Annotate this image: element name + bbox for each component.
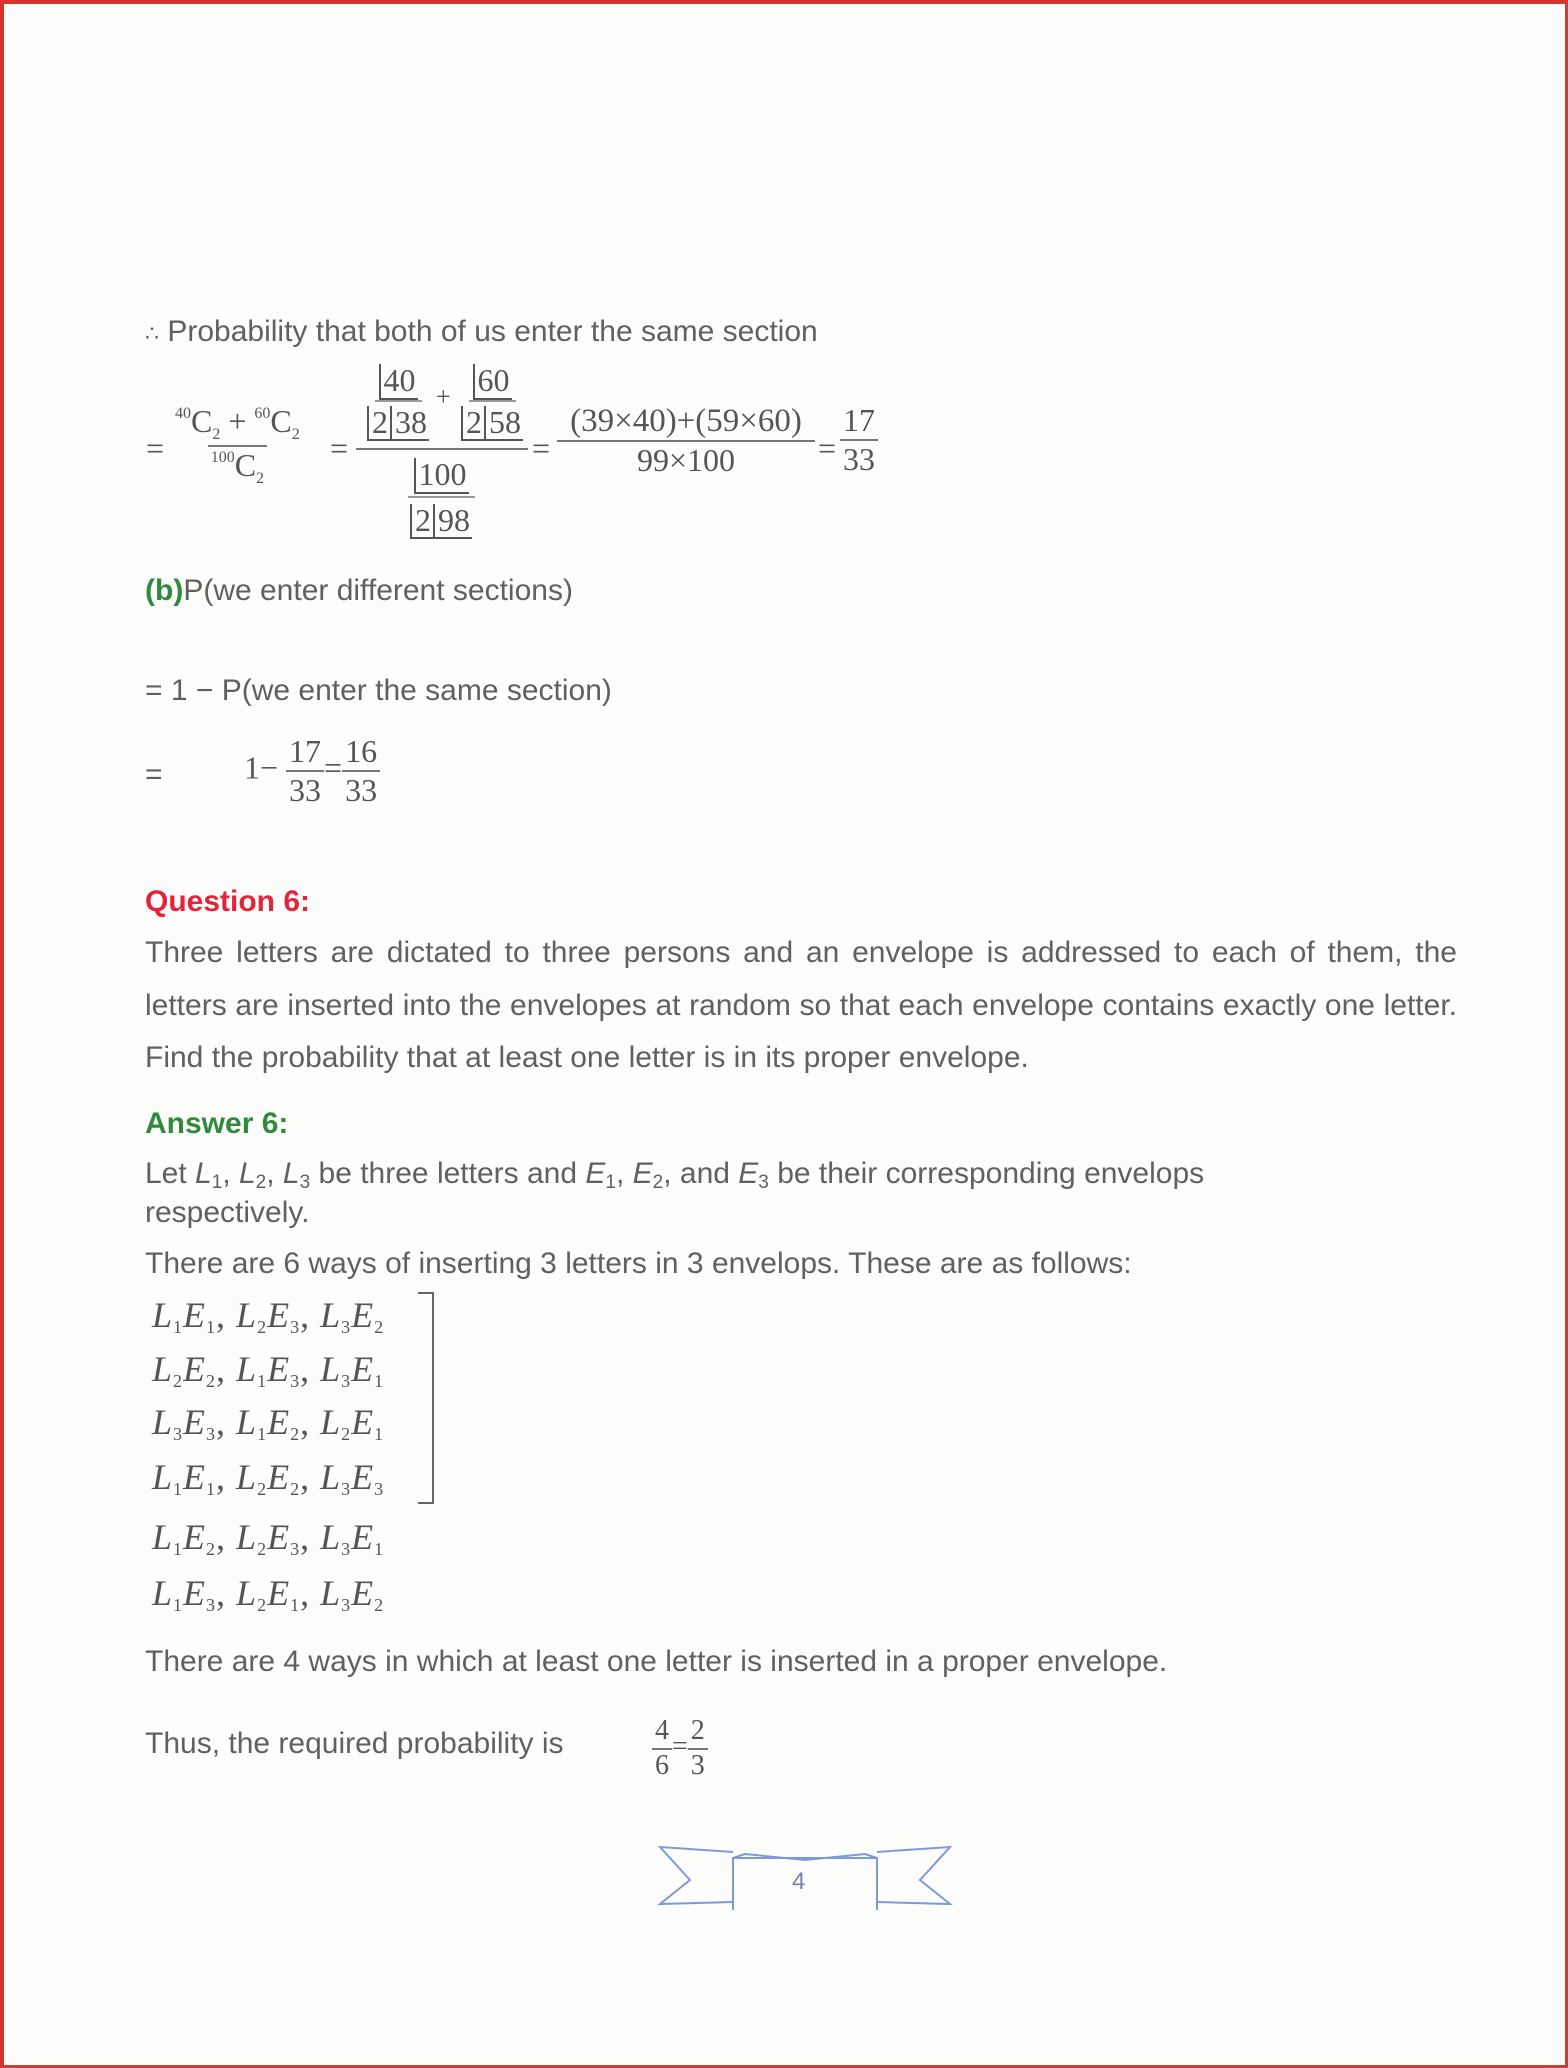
- part-b-line3-eq: =: [145, 758, 163, 791]
- arrangement-row: $L_3E_3$, $L_1E_2$, $L_2E_1$: [152, 1402, 385, 1444]
- formula-eq-1: =: [146, 430, 165, 466]
- page-number: 4: [792, 1868, 806, 1895]
- question-text: Three letters are dictated to three persons and an envelope is addressed to each of them, the letters are inserted into the envelopes at random so that each envelope contains exactly one letter. Find the probability that at least one letter is in its proper envelope.: [145, 936, 1457, 1074]
- conclusion-text: Thus, the required probability is: [145, 1727, 564, 1760]
- probability-intro-text: Probability that both of us enter the same section: [167, 315, 818, 348]
- formula-step3: $\frac{(39\times 40)+(59\times 60)}{99\times 100}$: [557, 403, 815, 478]
- final-result: $\frac{4}{6}$ = $\frac{2}{3}$: [652, 1716, 708, 1782]
- arrangement-row: $L_1E_3$, $L_2E_1$, $L_3E_2$: [152, 1573, 385, 1615]
- part-b-label: (b): [145, 574, 184, 607]
- answer-intro-line2: respectively.: [145, 1196, 310, 1229]
- part-b-line1: [145, 573, 573, 609]
- part-b-line1-text: P(we enter different sections): [183, 574, 573, 607]
- formula-result: $\frac{17}{33}$: [840, 403, 878, 477]
- proper-ways-text: There are 4 ways in which at least one letter is inserted in a proper envelope.: [145, 1645, 1168, 1678]
- ways-text: There are 6 ways of inserting 3 letters in 3 envelops. These are as follows:: [145, 1247, 1132, 1280]
- formula-eq-2: =: [330, 430, 349, 466]
- part-b-line2: = 1 − P(we enter the same section): [145, 674, 612, 707]
- answer-heading: Answer 6:: [145, 1107, 289, 1140]
- arrangement-row: $L_1E_2$, $L_2E_3$, $L_3E_1$: [152, 1517, 385, 1559]
- probability-intro-line: [145, 314, 818, 352]
- formula-eq-3: =: [532, 430, 551, 466]
- therefore-symbol: ∴: [145, 321, 159, 346]
- answer-intro-line: Let L1, L2, L3 be three letters and E1, E2, and E3 be their corresponding envelops: [145, 1157, 1205, 1193]
- arrangement-row: $L_1E_1$, $L_2E_3$, $L_3E_2$: [152, 1295, 385, 1337]
- formula-eq-4: =: [818, 430, 837, 466]
- part-b-line3-formula: 1− $\frac{17}{33}$ = $\frac{16}{33}$: [244, 734, 380, 808]
- question-heading: Question 6:: [145, 885, 311, 918]
- proper-arrangements-bracket: [418, 1292, 434, 1504]
- arrangement-row: $L_1E_1$, $L_2E_2$, $L_3E_3$: [152, 1457, 385, 1499]
- formula-step2: 40 2 38 + 60 2 58 100 2 98: [356, 362, 528, 552]
- arrangement-row: $L_2E_2$, $L_1E_3$, $L_3E_1$: [152, 1349, 385, 1391]
- formula-step1: $\frac{^{40}C_2 + ^{60}C_2}{^{100}C_2}$: [175, 403, 300, 487]
